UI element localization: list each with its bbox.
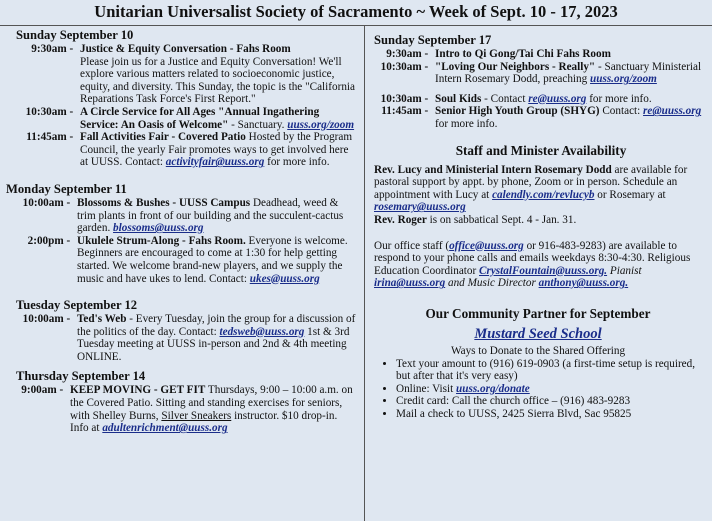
staff-names: Rev. Lucy and Ministerial Intern Rosemary Dodd xyxy=(374,163,612,176)
donate-link[interactable]: uuss.org/donate xyxy=(456,382,530,395)
event-description: Deadhead, weed & trim plants in front of our building and the succulent-cactus garden. xyxy=(77,196,344,235)
section-heading: Staff and Minister Availability xyxy=(455,142,627,158)
event-description: - Contact xyxy=(481,92,529,105)
event-time: 11:45am - xyxy=(26,131,76,144)
left-column xyxy=(6,28,358,435)
list-item: • Text your amount to (916) 619-0903 (a first-time setup is required, but after that it's very easy) xyxy=(396,358,708,383)
event-circle-service xyxy=(16,106,358,131)
staff-paragraph-pastoral xyxy=(374,164,708,214)
staff-text: or 916-483-9283) are available to respond to your phone calls and emails weekdays 8:30-4:30. Religious Education Coordinator xyxy=(374,239,691,277)
event-title: Justice & Equity Conversation - Fahs Room xyxy=(80,43,291,55)
event-description-tail: for more info. xyxy=(586,92,652,105)
event-title: "Loving Our Neighbors - Really" xyxy=(435,60,596,73)
event-qi-gong xyxy=(374,48,708,61)
day-heading: Sunday September 10 xyxy=(16,28,134,42)
event-description-tail: for more info. xyxy=(435,117,498,130)
staff-names: Rev. Roger xyxy=(374,213,427,226)
event-time: 10:00am - xyxy=(22,196,73,209)
event-title: KEEP MOVING - GET FIT xyxy=(70,384,206,397)
list-item: • Credit card: Call the church office – (916) 483-9283 xyxy=(396,395,708,408)
event-description-tail: for more info. xyxy=(264,156,330,169)
event-title: Blossoms & Bushes - UUSS Campus xyxy=(77,196,251,209)
event-activities-fair xyxy=(16,131,358,169)
event-description: - Every Tuesday, join the group for a discussion of the politics of the day. Contact: xyxy=(77,313,356,338)
event-title: Ted's Web xyxy=(77,313,127,326)
event-time: 10:30am - xyxy=(25,105,76,118)
community-partner-section xyxy=(368,306,708,421)
activityfair-email-link[interactable]: activityfair@uuss.org xyxy=(165,156,265,169)
event-soul-kids xyxy=(368,93,708,106)
day-sunday-sep-10 xyxy=(6,28,358,169)
event-time: 10:30am - xyxy=(380,60,431,73)
event-shyg xyxy=(368,105,708,130)
event-description: Hosted by the Program Council, the yearly Fair promotes ways to get involved here at UUSS. Contact: xyxy=(80,131,353,169)
zoom-link[interactable]: uuss.org/zoom xyxy=(287,118,355,131)
staff-text: Pianist xyxy=(607,264,642,277)
event-description: Everyone is welcome. Beginners are encouraged to come at 1:30 for help getting started. We welcome brand-new players, and we supply the music and have ukes to lend. Contact: xyxy=(77,234,348,285)
day-tuesday-sep-12 xyxy=(6,298,358,363)
event-title: Senior High Youth Group (SHYG) xyxy=(435,105,600,118)
title-divider xyxy=(0,25,712,26)
rosemary-email-link[interactable]: rosemary@uuss.org xyxy=(374,201,466,214)
day-heading: Tuesday September 12 xyxy=(16,298,138,313)
event-justice-equity xyxy=(16,43,358,106)
office-email-link[interactable]: office@uuss.org xyxy=(449,239,524,252)
event-details xyxy=(73,235,358,285)
event-details xyxy=(431,61,708,86)
irina-email-link[interactable]: irina@uuss.org xyxy=(374,277,446,290)
re-email-link[interactable]: re@uuss.org xyxy=(643,105,702,118)
tedsweb-email-link[interactable]: tedsweb@uuss.org xyxy=(219,325,305,338)
event-details xyxy=(431,48,708,61)
event-description-tail: instructor. $10 drop-in. Info at xyxy=(70,409,338,435)
silver-sneakers-text: Silver Sneakers xyxy=(161,409,232,422)
ukes-email-link[interactable]: ukes@uuss.org xyxy=(249,272,320,285)
staff-text: Our office staff ( xyxy=(374,239,450,252)
event-details xyxy=(76,43,358,106)
event-time: 10:00am - xyxy=(22,313,73,326)
calendly-link[interactable]: calendly.com/revlucyb xyxy=(492,188,595,201)
staff-availability-section xyxy=(368,143,708,290)
event-title: Soul Kids xyxy=(435,92,482,105)
blossoms-email-link[interactable]: blossoms@uuss.org xyxy=(113,222,204,235)
event-description: Contact: xyxy=(599,105,644,118)
staff-text: is on sabbatical Sept. 4 - Jan. 31. xyxy=(426,213,577,226)
adultenrichment-email-link[interactable]: adultenrichment@uuss.org xyxy=(102,422,228,435)
event-keep-moving xyxy=(16,384,358,434)
event-details xyxy=(431,105,708,130)
event-time: 11:45am - xyxy=(381,105,431,118)
event-description: - Sanctuary. xyxy=(228,118,288,131)
event-details xyxy=(431,93,708,106)
event-description: Thursdays, 9:00 – 10:00 a.m. on the Covered Patio. Sitting and standing exercises for seniors, with Shelley Burns, xyxy=(70,384,353,422)
event-time: 9:00am - xyxy=(21,384,66,397)
column-divider xyxy=(364,26,365,521)
event-details xyxy=(76,131,358,169)
event-time: 10:30am - xyxy=(380,92,431,105)
zoom-link[interactable]: uuss.org/zoom xyxy=(590,73,657,86)
staff-text: and Music Director xyxy=(445,277,539,290)
partner-name: Mustard Seed School xyxy=(474,325,602,342)
day-thursday-sep-14 xyxy=(6,369,358,434)
page-title: Unitarian Universalist Society of Sacramento ~ Week of Sept. 10 - 17, 2023 xyxy=(94,2,618,21)
event-description-tail: 1st & 3rd Tuesday meeting at UUSS in-person and 2nd & 4th meeting ONLINE. xyxy=(77,325,350,363)
event-time: 9:30am - xyxy=(31,43,76,55)
re-email-link[interactable]: re@uuss.org xyxy=(528,92,587,105)
day-monday-sep-11 xyxy=(6,182,358,285)
anthony-email-link[interactable]: anthony@uuss.org. xyxy=(538,277,629,290)
event-time: 9:30am - xyxy=(386,48,431,60)
staff-text: are available for pastoral support by appt. by phone, Zoom or in person. Schedule an appointment with Lucy at xyxy=(374,163,688,201)
day-heading: Monday September 11 xyxy=(6,181,127,196)
day-heading: Thursday September 14 xyxy=(16,369,146,384)
donate-subheading: Ways to Donate to the Shared Offering xyxy=(450,344,626,357)
event-loving-neighbors xyxy=(368,61,708,86)
event-details xyxy=(73,197,358,235)
event-title: A Circle Service for All Ages "Annual Ingathering Service: An Oasis of Welcome" xyxy=(80,105,320,131)
staff-paragraph-sabbatical xyxy=(374,214,708,227)
event-teds-web xyxy=(16,313,358,363)
list-item xyxy=(396,383,708,396)
event-time: 2:00pm - xyxy=(27,234,73,247)
right-column xyxy=(368,33,708,420)
donation-methods-list xyxy=(368,358,708,421)
event-description: - Sanctuary Ministerial Intern Rosemary Dodd, preaching xyxy=(435,60,702,86)
event-description: Please join us for a Justice and Equity Conversation! We'll explore various matters related to socioeconomic justice, equity, and diversity. This Sunday, the topic is the "California Reparations Task Force's First Report." xyxy=(80,55,355,106)
event-details xyxy=(76,106,358,131)
day-sunday-sep-17 xyxy=(368,33,708,131)
event-title: Intro to Qi Gong/Tai Chi Fahs Room xyxy=(435,48,611,60)
staff-text: or Rosemary at xyxy=(594,188,666,201)
event-details xyxy=(73,313,358,363)
event-details xyxy=(66,384,358,434)
event-ukulele xyxy=(6,235,358,285)
crystalfountain-email-link[interactable]: CrystalFountain@uuss.org. xyxy=(479,264,608,277)
event-blossoms-bushes xyxy=(6,197,358,235)
staff-paragraph-office xyxy=(374,240,708,290)
day-heading: Sunday September 17 xyxy=(374,33,492,47)
list-item-text: Online: Visit xyxy=(396,382,457,395)
event-title: Fall Activities Fair - Covered Patio xyxy=(80,131,246,144)
event-title: Ukulele Strum-Along - Fahs Room. xyxy=(77,234,246,247)
list-item: • Mail a check to UUSS, 2425 Sierra Blvd, Sac 95825 xyxy=(396,408,708,421)
section-heading: Our Community Partner for September xyxy=(425,305,651,321)
